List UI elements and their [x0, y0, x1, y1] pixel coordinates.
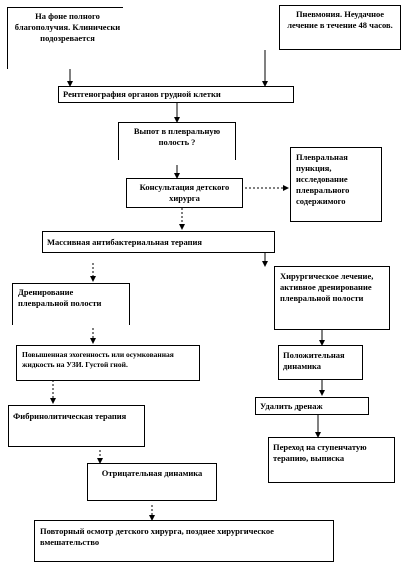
positive-box	[278, 345, 363, 380]
echogenicity-text: Повышенная эхогенность или осумкованная жидкость на УЗИ. Густой гной.	[22, 350, 174, 369]
puncture-text: Плевральная пункция, исследование плеврального содержимого	[296, 152, 350, 206]
fibrinolytic-text: Фибринолитическая терапия	[13, 411, 127, 421]
pneumonia-text: Пневмония. Неудачное лечение в течение 48 часов.	[287, 9, 393, 30]
remove-drain-text: Удалить дренаж	[260, 401, 323, 411]
negative-text: Отрицательная динамика	[101, 468, 203, 478]
positive-text: Положительная динамика	[283, 350, 345, 371]
consult-box	[126, 178, 243, 208]
effusion-text: Выпот в плевральную полость ?	[133, 126, 221, 147]
effusion-box	[118, 122, 236, 160]
background-illness-text: На фоне полного благополучия. Клинически подозревается	[14, 11, 121, 43]
negative-box	[87, 463, 217, 501]
drainage-box	[12, 283, 130, 325]
puncture-box	[290, 147, 382, 222]
consult-text: Консультация детского хирурга	[139, 182, 230, 203]
remove-drain-box	[255, 397, 369, 415]
surgical-text: Хирургическое лечение, активное дренирование плевральной полости	[280, 271, 374, 303]
pneumonia-box	[279, 5, 401, 50]
xray-box	[58, 86, 294, 103]
drainage-text: Дренирование плевральной полости	[18, 287, 102, 308]
transition-text: Переход на ступенчатую терапию, выписка	[273, 442, 367, 463]
fibrinolytic-box	[8, 405, 145, 447]
background-illness-box	[7, 7, 123, 69]
surgical-box	[274, 266, 390, 330]
repeat-exam-box	[34, 520, 334, 562]
antibiotics-box	[42, 231, 275, 253]
repeat-exam-text: Повторный осмотр детского хирурга, позднее хирургическое вмешательство	[40, 526, 274, 547]
echogenicity-box	[16, 345, 200, 381]
xray-text: Рентгенография органов грудной клетки	[63, 89, 221, 99]
antibiotics-text: Массивная антибактериальная терапия	[47, 237, 203, 247]
transition-box	[268, 437, 395, 483]
